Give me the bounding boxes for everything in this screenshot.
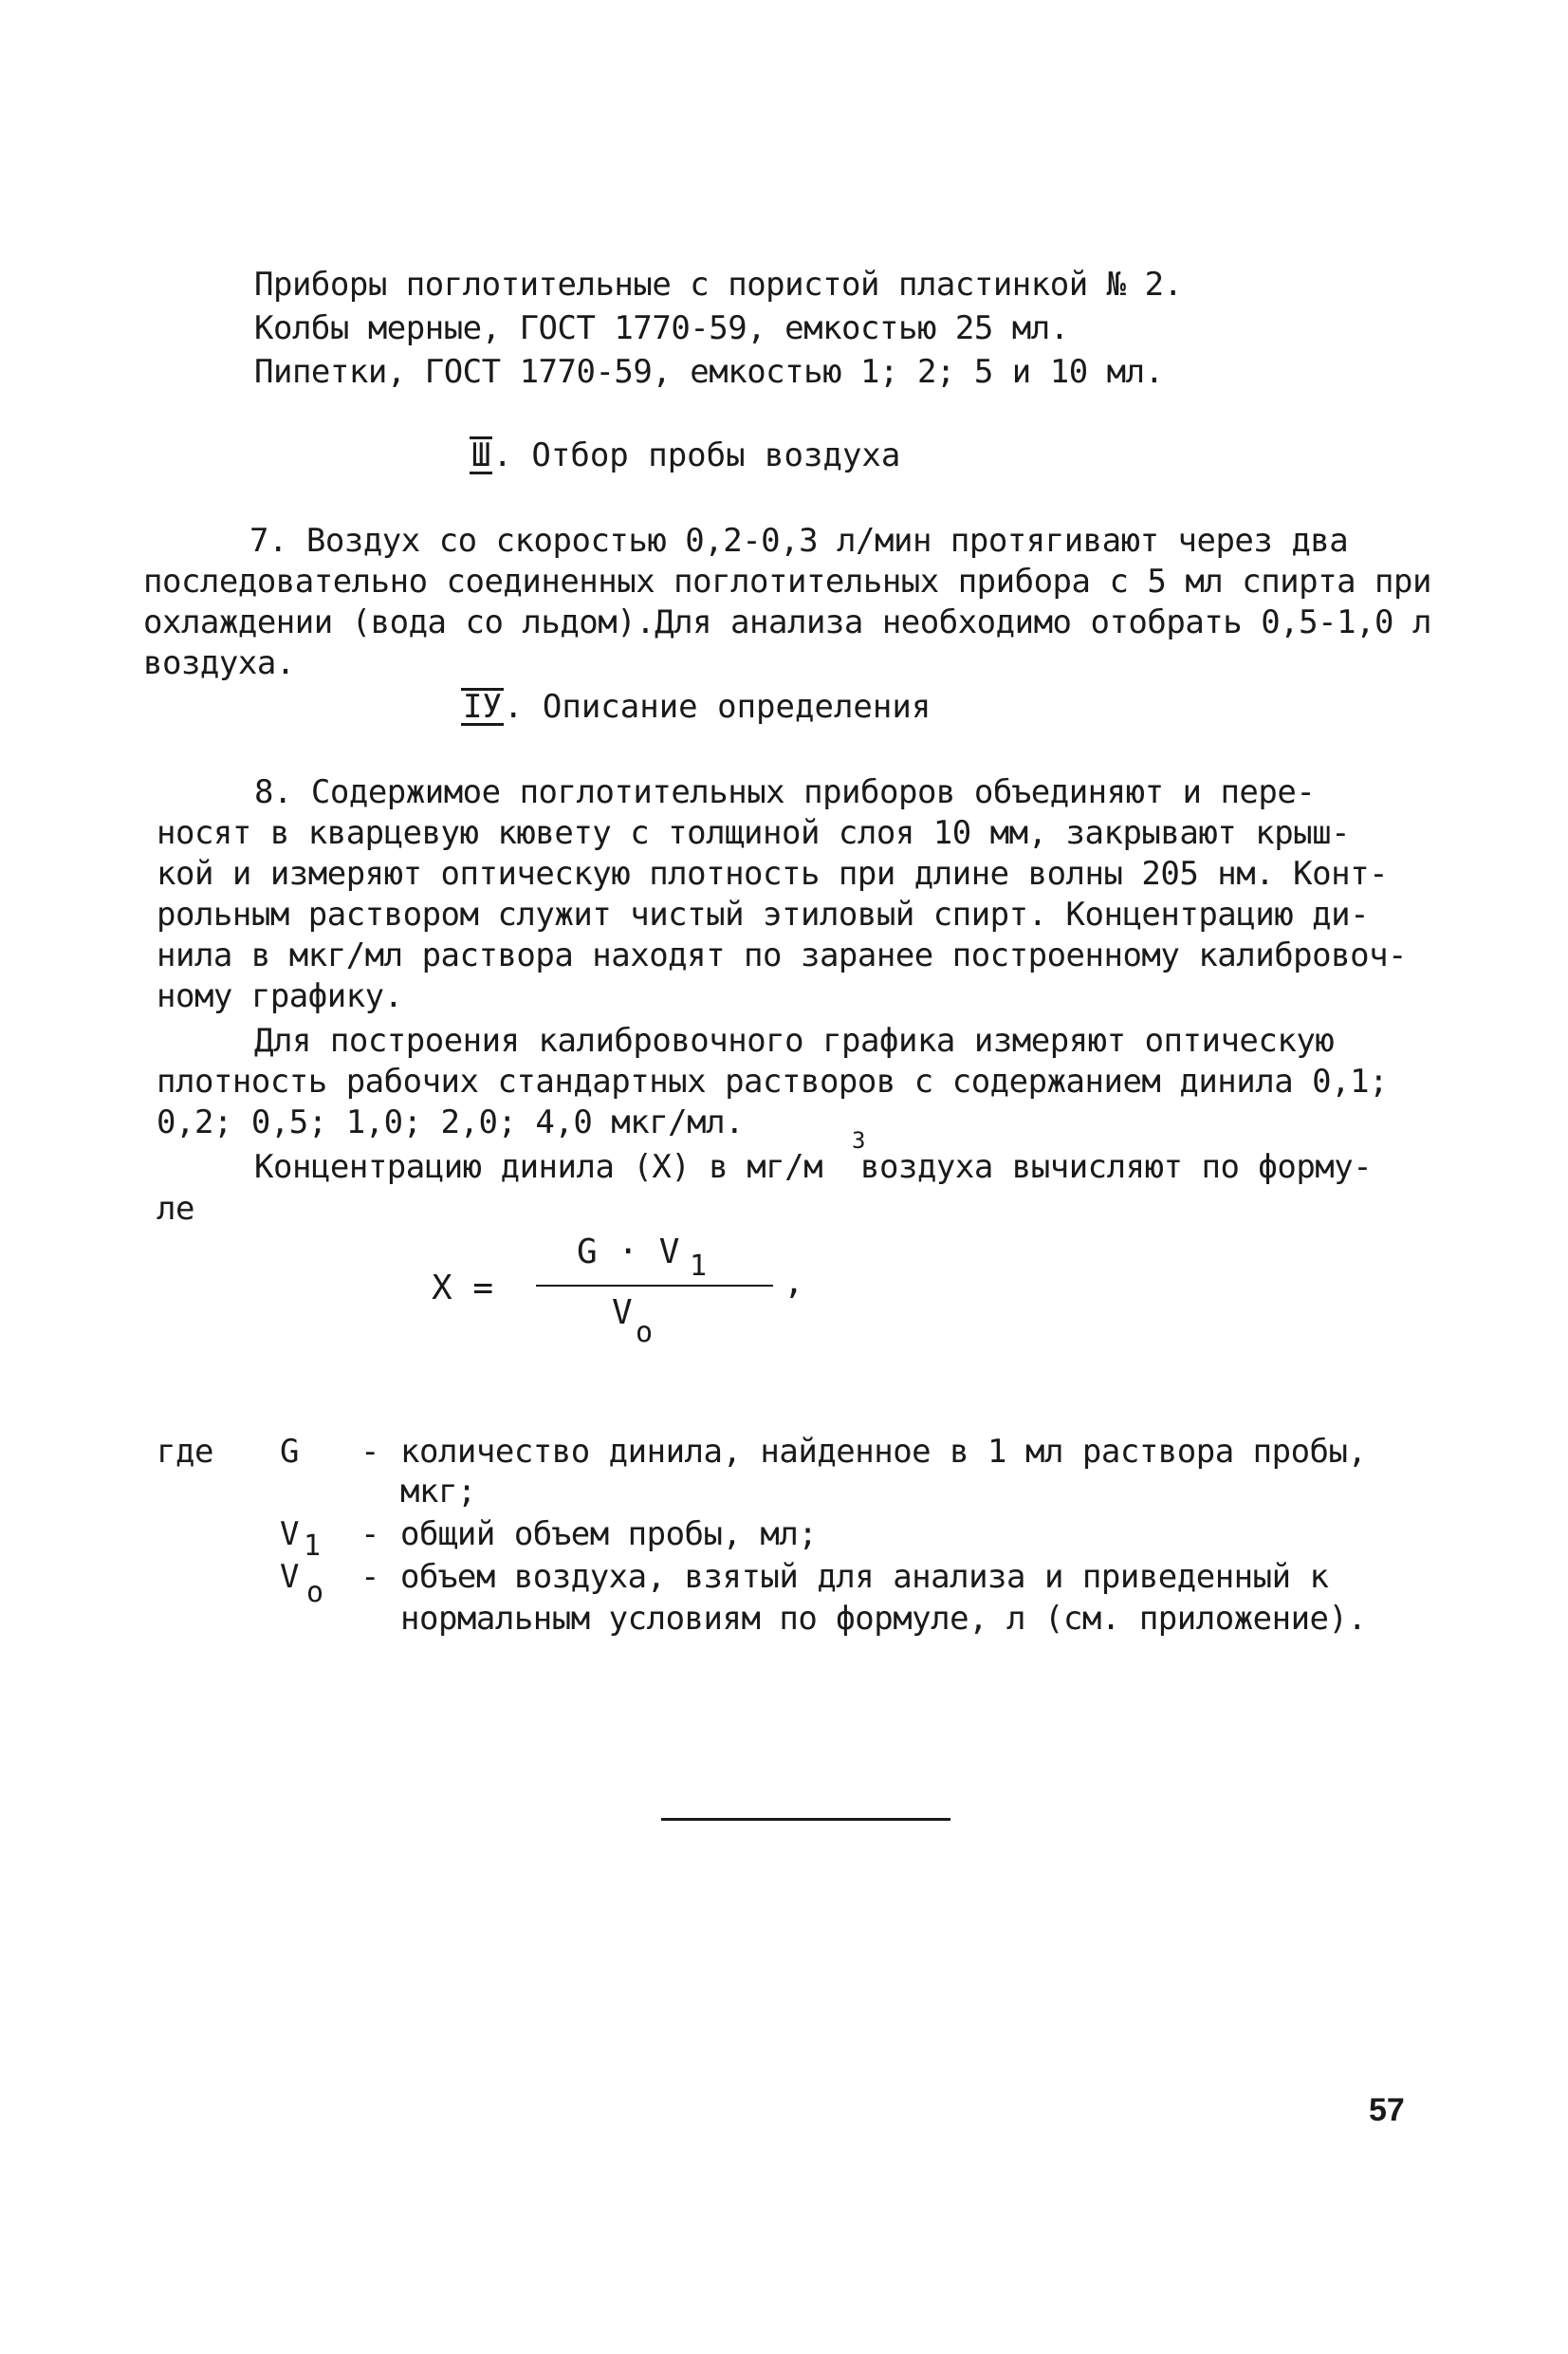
formula-lhs: X = [432, 1269, 494, 1307]
para8-line-1: 8. Содержимое поглотительных приборов объединяют и пере- [254, 773, 1316, 811]
para8-line-5: нила в мкг/мл раствора находят по заранее построенному калибровоч- [157, 936, 1408, 974]
para8-line-2: носят в кварцевую кювету с толщиной слоя 10 мм, закрывают крыш- [157, 814, 1351, 852]
section-4-numeral: IУ [463, 688, 502, 726]
formula-numerator-subscript: 1 [690, 1250, 708, 1283]
legend-text-v1: общий объем пробы, мл; [400, 1515, 818, 1553]
equipment-line-1: Приборы поглотительные с пористой пластинкой № 2. [254, 266, 1183, 304]
formula-comma: , [784, 1263, 804, 1302]
conc-line-2: ле [157, 1190, 194, 1228]
para7-line-3: охлаждении (вода со льдом).Для анализа необходимо отобрать 0,5-1,0 л [143, 603, 1431, 641]
legend-symbol-vo: V [280, 1558, 299, 1596]
section-3-title: . Отбор пробы воздуха [492, 436, 901, 474]
section-4-title: . Описание определения [503, 688, 932, 726]
calib-line-3: 0,2; 0,5; 1,0; 2,0; 4,0 мкг/мл. [157, 1103, 745, 1141]
legend-subscript-vo: o [306, 1576, 324, 1609]
legend-symbol-g: G [280, 1433, 299, 1471]
cubic-superscript: 3 [852, 1127, 866, 1154]
para7-line-4: воздуха. [143, 644, 295, 682]
formula-numerator: G · V [577, 1233, 680, 1271]
legend-text-g-1: количество динила, найденное в 1 мл раствора пробы, [400, 1433, 1367, 1471]
para7-line-2: последовательно соединенных поглотительных прибора с 5 мл спирта при [143, 563, 1431, 601]
section-3-heading [470, 435, 900, 476]
calib-line-2: плотность рабочих стандартных растворов с содержанием динила 0,1; [157, 1063, 1389, 1101]
section-4-heading [461, 686, 931, 728]
end-of-section-rule [661, 1818, 950, 1821]
legend-symbol-v1: V [280, 1515, 299, 1553]
page-number: 57 [1369, 2092, 1405, 2128]
para8-line-6: ному графику. [157, 977, 403, 1015]
conc-line-1: Концентрацию динила (X) в мг/м воздуха вычисляют по форму- [254, 1148, 1373, 1186]
legend-text-vo-2: нормальным условиям по формуле, л (см. приложение). [400, 1600, 1367, 1638]
equipment-line-2: Колбы мерные, ГОСТ 1770-59, емкостью 25 мл. [254, 309, 1069, 347]
legend-dash-g: - [360, 1433, 379, 1471]
para7-line-1: 7. Воздух со скоростью 0,2-0,3 л/мин протягивают через два [249, 522, 1349, 560]
legend-dash-v1: - [360, 1515, 379, 1553]
formula-denominator: V [612, 1293, 633, 1332]
legend-dash-vo: - [360, 1558, 379, 1596]
section-3-numeral: Ш [471, 436, 491, 474]
legend-text-g-2: мкг; [400, 1473, 476, 1511]
legend-subscript-v1: 1 [304, 1529, 322, 1563]
calib-line-1: Для построения калибровочного графика измеряют оптическую [254, 1022, 1335, 1060]
formula-denominator-subscript: o [636, 1316, 654, 1349]
para8-line-4: рольным раствором служит чистый этиловый спирт. Концентрацию ди- [157, 896, 1370, 934]
para8-line-3: кой и измеряют оптическую плотность при длине волны 205 нм. Конт- [157, 855, 1389, 893]
fraction-bar [536, 1285, 773, 1287]
equipment-line-3: Пипетки, ГОСТ 1770-59, емкостью 1; 2; 5 и 10 мл. [254, 353, 1164, 391]
legend-text-vo-1: объем воздуха, взятый для анализа и приведенный к [400, 1558, 1329, 1596]
legend-where: где [157, 1433, 213, 1471]
